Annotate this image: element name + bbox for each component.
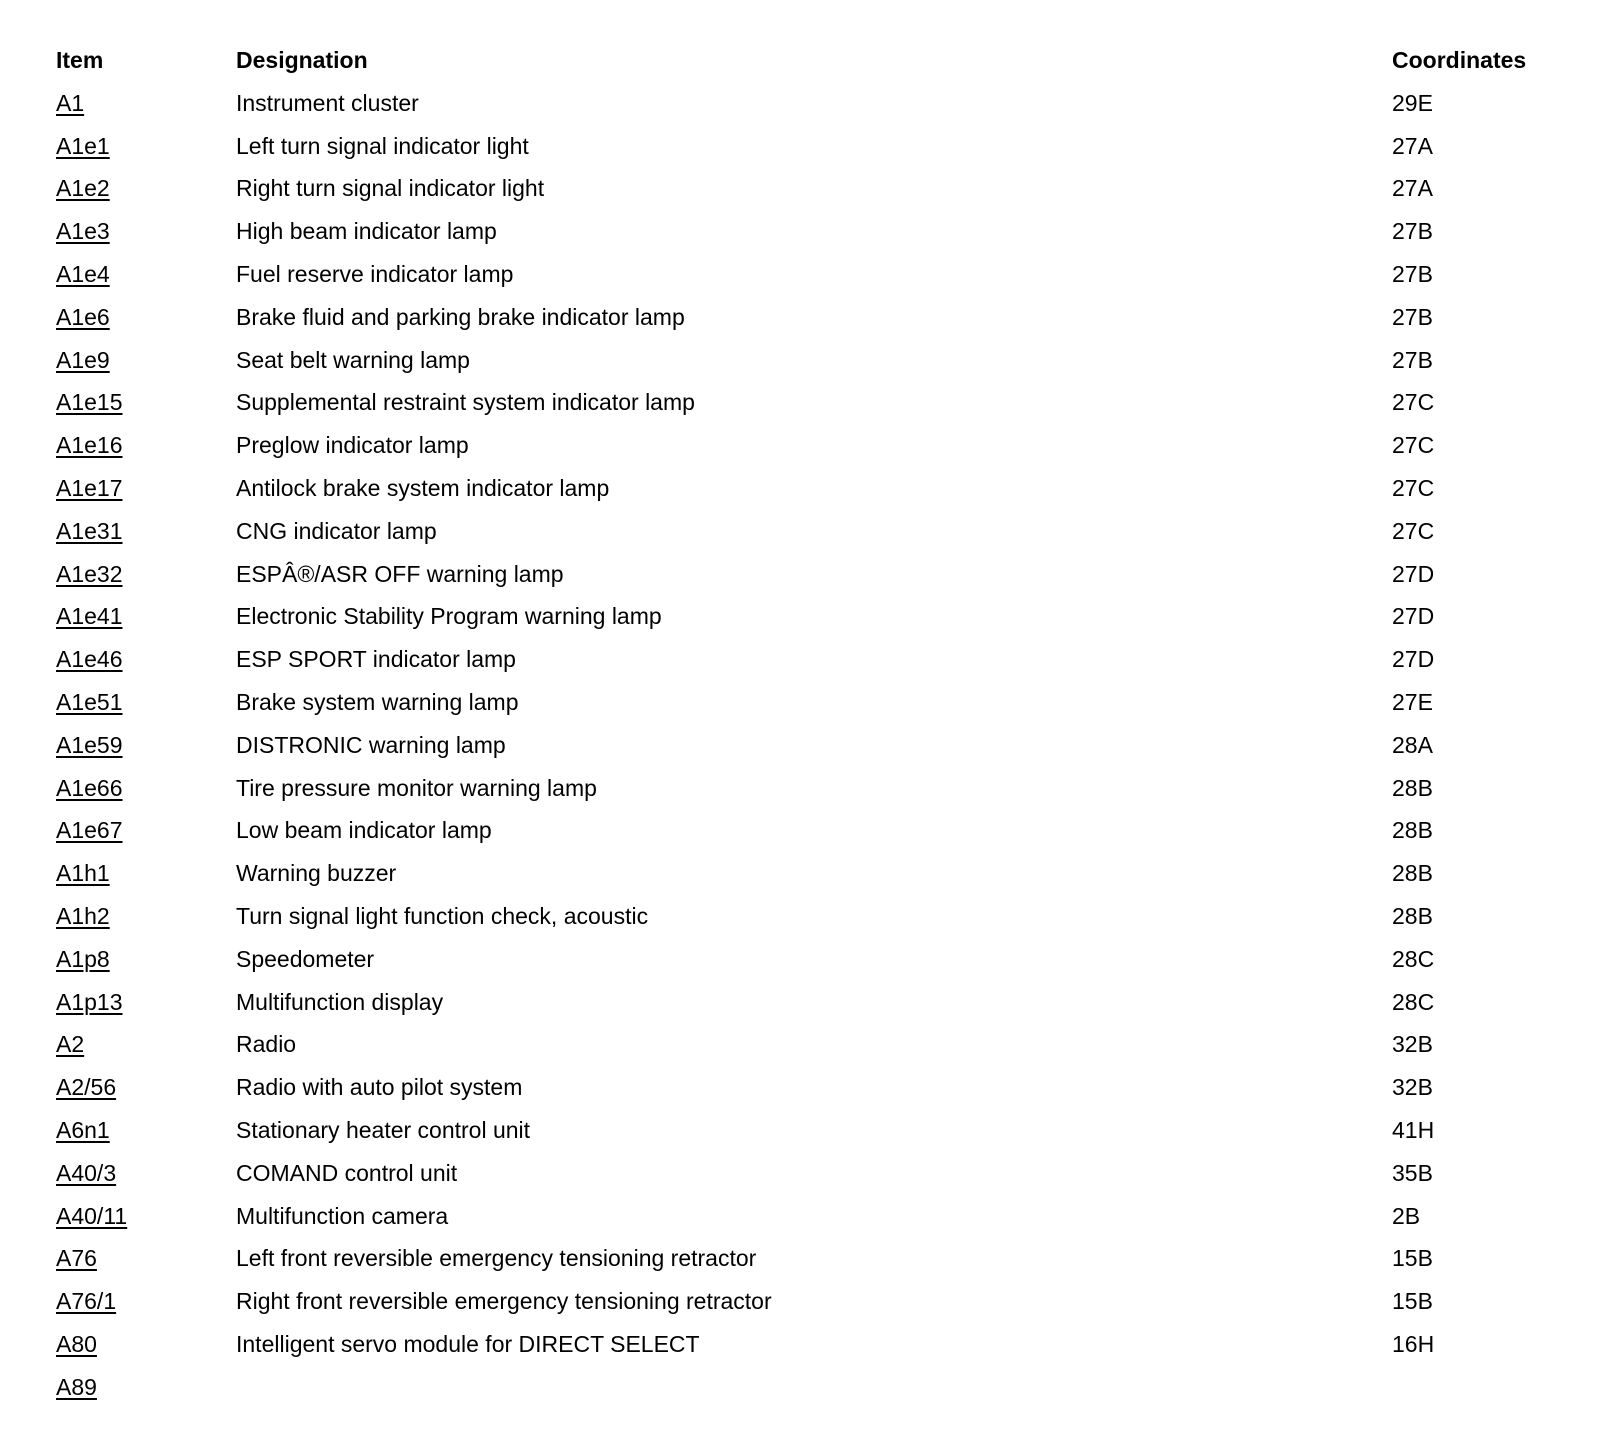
coordinates-cell: 28B: [1392, 817, 1433, 844]
item-link[interactable]: A1e1: [56, 132, 110, 159]
table-row: [50, 1195, 1580, 1238]
designation-cell: Turn signal light function check, acoustic: [236, 903, 649, 930]
item-cell: [50, 382, 230, 425]
coordinates-cell: 29E: [1392, 89, 1433, 116]
item-link[interactable]: A1e15: [56, 389, 123, 416]
item-link[interactable]: A40/11: [56, 1202, 128, 1229]
designation-cell: Brake fluid and parking brake indicator lamp: [236, 303, 685, 330]
item-link[interactable]: A1e66: [56, 774, 123, 801]
item-cell: [50, 1152, 230, 1195]
item-link[interactable]: A1e16: [56, 432, 123, 459]
item-cell: [50, 1366, 230, 1409]
header-item: Item: [56, 46, 104, 73]
item-link[interactable]: A2: [56, 1031, 85, 1058]
item-link[interactable]: A1e51: [56, 689, 123, 716]
designation-cell: Left front reversible emergency tensioning retractor: [236, 1245, 757, 1272]
designation-cell: Multifunction display: [236, 988, 444, 1015]
designation-cell: Low beam indicator lamp: [236, 817, 492, 844]
designation-cell: Intelligent servo module for DIRECT SELECT: [236, 1331, 700, 1357]
coordinates-cell: 27C: [1392, 432, 1435, 459]
coordinates-cell: 27A: [1392, 175, 1433, 202]
table-row: [50, 852, 1580, 895]
coordinates-cell: 27B: [1392, 261, 1433, 288]
header-row: [50, 38, 1580, 82]
table-row: [50, 82, 1580, 125]
component-legend-table: [50, 38, 1580, 1409]
coordinates-cell: 27E: [1392, 689, 1433, 716]
item-cell: [50, 253, 230, 296]
coordinates-cell: 28B: [1392, 903, 1433, 930]
item-link[interactable]: A76: [56, 1245, 97, 1272]
designation-cell: Speedometer: [236, 945, 375, 972]
table-row: [50, 382, 1580, 425]
table-row: [50, 981, 1580, 1024]
item-link[interactable]: A76/1: [56, 1288, 117, 1315]
designation-cell: Stationary heater control unit: [236, 1117, 531, 1144]
coordinates-cell: 28B: [1392, 774, 1433, 801]
coordinates-cell: 15B: [1392, 1288, 1433, 1315]
item-cell: [50, 852, 230, 895]
item-cell: [50, 1323, 230, 1366]
coordinates-cell: 35B: [1392, 1159, 1433, 1186]
item-link[interactable]: A6n1: [56, 1117, 110, 1144]
coordinates-cell: 27D: [1392, 560, 1435, 587]
item-cell: [50, 767, 230, 810]
table-row: [50, 510, 1580, 553]
table-body: [50, 82, 1580, 1409]
table-row: [50, 1109, 1580, 1152]
item-link[interactable]: A1e9: [56, 346, 110, 373]
designation-cell: [230, 1366, 1386, 1409]
item-link[interactable]: A1p8: [56, 945, 110, 972]
coordinates-cell: 15B: [1392, 1245, 1433, 1272]
designation-cell: Supplemental restraint system indicator lamp: [236, 389, 695, 416]
item-cell: [50, 1280, 230, 1323]
coordinates-cell: 27A: [1392, 132, 1433, 159]
item-link[interactable]: A1e2: [56, 175, 110, 202]
table-row: [50, 253, 1580, 296]
designation-cell: Right front reversible emergency tensioning retractor: [236, 1288, 772, 1315]
item-link[interactable]: A89: [56, 1373, 97, 1400]
header-designation: Designation: [236, 46, 368, 73]
designation-cell: COMAND control unit: [236, 1159, 458, 1186]
header-coordinates: Coordinates: [1392, 46, 1527, 73]
coordinates-cell: 28C: [1392, 945, 1435, 972]
item-link[interactable]: A1e32: [56, 560, 123, 587]
item-cell: [50, 1195, 230, 1238]
designation-cell: Left turn signal indicator light: [236, 132, 529, 159]
designation-cell: Radio: [236, 1031, 297, 1058]
coordinates-cell: 27B: [1392, 218, 1433, 245]
designation-cell: Instrument cluster: [236, 89, 419, 116]
table-row: [50, 1323, 1580, 1366]
item-cell: [50, 467, 230, 510]
item-cell: [50, 810, 230, 853]
table-row: [50, 1152, 1580, 1195]
coordinates-cell: 2B: [1392, 1202, 1421, 1229]
coordinates-cell: 28C: [1392, 988, 1435, 1015]
designation-cell: DISTRONIC warning lamp: [236, 731, 506, 758]
table-row: [50, 125, 1580, 168]
item-cell: [50, 510, 230, 553]
table-row: [50, 1280, 1580, 1323]
table-row: [50, 638, 1580, 681]
item-link[interactable]: A40/3: [56, 1159, 117, 1186]
item-link[interactable]: A2/56: [56, 1074, 117, 1101]
coordinates-cell: 27B: [1392, 346, 1433, 373]
coordinates-cell: 32B: [1392, 1031, 1433, 1058]
item-link[interactable]: A1e17: [56, 475, 123, 502]
item-link[interactable]: A1e4: [56, 261, 110, 288]
coordinates-cell: 27C: [1392, 475, 1435, 502]
coordinates-cell: 32B: [1392, 1074, 1433, 1101]
table-row: [50, 467, 1580, 510]
item-cell: [50, 210, 230, 253]
item-cell: [50, 82, 230, 125]
item-link[interactable]: A1p13: [56, 988, 123, 1015]
item-cell: [50, 638, 230, 681]
coordinates-cell: 41H: [1392, 1117, 1435, 1144]
designation-cell: Fuel reserve indicator lamp: [236, 261, 514, 288]
item-cell: [50, 724, 230, 767]
designation-cell: CNG indicator lamp: [236, 517, 437, 544]
item-link[interactable]: A1e31: [56, 517, 123, 544]
coordinates-cell: 27C: [1392, 389, 1435, 416]
item-link[interactable]: A1e41: [56, 603, 123, 630]
item-link[interactable]: A1e3: [56, 218, 110, 245]
item-cell: [50, 168, 230, 211]
designation-cell: High beam indicator lamp: [236, 218, 497, 245]
table-row: [50, 1024, 1580, 1067]
item-cell: [50, 596, 230, 639]
item-link[interactable]: A1e46: [56, 646, 123, 673]
item-cell: [50, 424, 230, 467]
table-row: [50, 724, 1580, 767]
item-cell: [50, 125, 230, 168]
item-link[interactable]: A1e59: [56, 731, 123, 758]
designation-cell: Warning buzzer: [236, 860, 397, 887]
designation-cell: ESP SPORT indicator lamp: [236, 646, 516, 673]
coordinates-cell: 27C: [1392, 517, 1435, 544]
coordinates-cell: 27D: [1392, 646, 1435, 673]
table-row: [50, 424, 1580, 467]
item-link[interactable]: A80: [56, 1331, 97, 1357]
designation-cell: Preglow indicator lamp: [236, 432, 469, 459]
item-link[interactable]: A1: [56, 89, 85, 116]
coordinates-cell: 28B: [1392, 860, 1433, 887]
table-row: [50, 210, 1580, 253]
item-cell: [50, 1024, 230, 1067]
item-link[interactable]: A1e6: [56, 303, 110, 330]
coordinates-cell: 27B: [1392, 303, 1433, 330]
designation-cell: Radio with auto pilot system: [236, 1074, 523, 1101]
table-row: [50, 339, 1580, 382]
table-header: [50, 38, 1580, 82]
coordinates-cell: 16H: [1392, 1331, 1435, 1357]
item-link[interactable]: A1h2: [56, 903, 110, 930]
coordinates-cell: [1386, 1366, 1580, 1409]
item-cell: [50, 339, 230, 382]
item-link[interactable]: A1h1: [56, 860, 110, 887]
coordinates-cell: 28A: [1392, 731, 1433, 758]
table-row: [50, 1238, 1580, 1281]
designation-cell: Seat belt warning lamp: [236, 346, 470, 373]
table-row: [50, 168, 1580, 211]
designation-cell: ESPÂ®/ASR OFF warning lamp: [236, 560, 564, 587]
designation-cell: Right turn signal indicator light: [236, 175, 545, 202]
table-row: [50, 553, 1580, 596]
item-cell: [50, 681, 230, 724]
table-row: [50, 296, 1580, 339]
table-row: [50, 681, 1580, 724]
item-cell: [50, 553, 230, 596]
designation-cell: Multifunction camera: [236, 1202, 449, 1229]
table-row: [50, 767, 1580, 810]
item-cell: [50, 1238, 230, 1281]
designation-cell: Electronic Stability Program warning lamp: [236, 603, 662, 630]
table-row: [50, 596, 1580, 639]
item-cell: [50, 1066, 230, 1109]
item-cell: [50, 895, 230, 938]
table-row: [50, 895, 1580, 938]
designation-cell: Brake system warning lamp: [236, 689, 519, 716]
designation-cell: Tire pressure monitor warning lamp: [236, 774, 597, 801]
item-cell: [50, 938, 230, 981]
table-row: [50, 1066, 1580, 1109]
item-link[interactable]: A1e67: [56, 817, 123, 844]
item-cell: [50, 296, 230, 339]
table-row: [50, 810, 1580, 853]
item-cell: [50, 1109, 230, 1152]
coordinates-cell: 27D: [1392, 603, 1435, 630]
item-cell: [50, 981, 230, 1024]
table-row: [50, 1366, 1580, 1409]
designation-cell: Antilock brake system indicator lamp: [236, 475, 610, 502]
table-row: [50, 938, 1580, 981]
